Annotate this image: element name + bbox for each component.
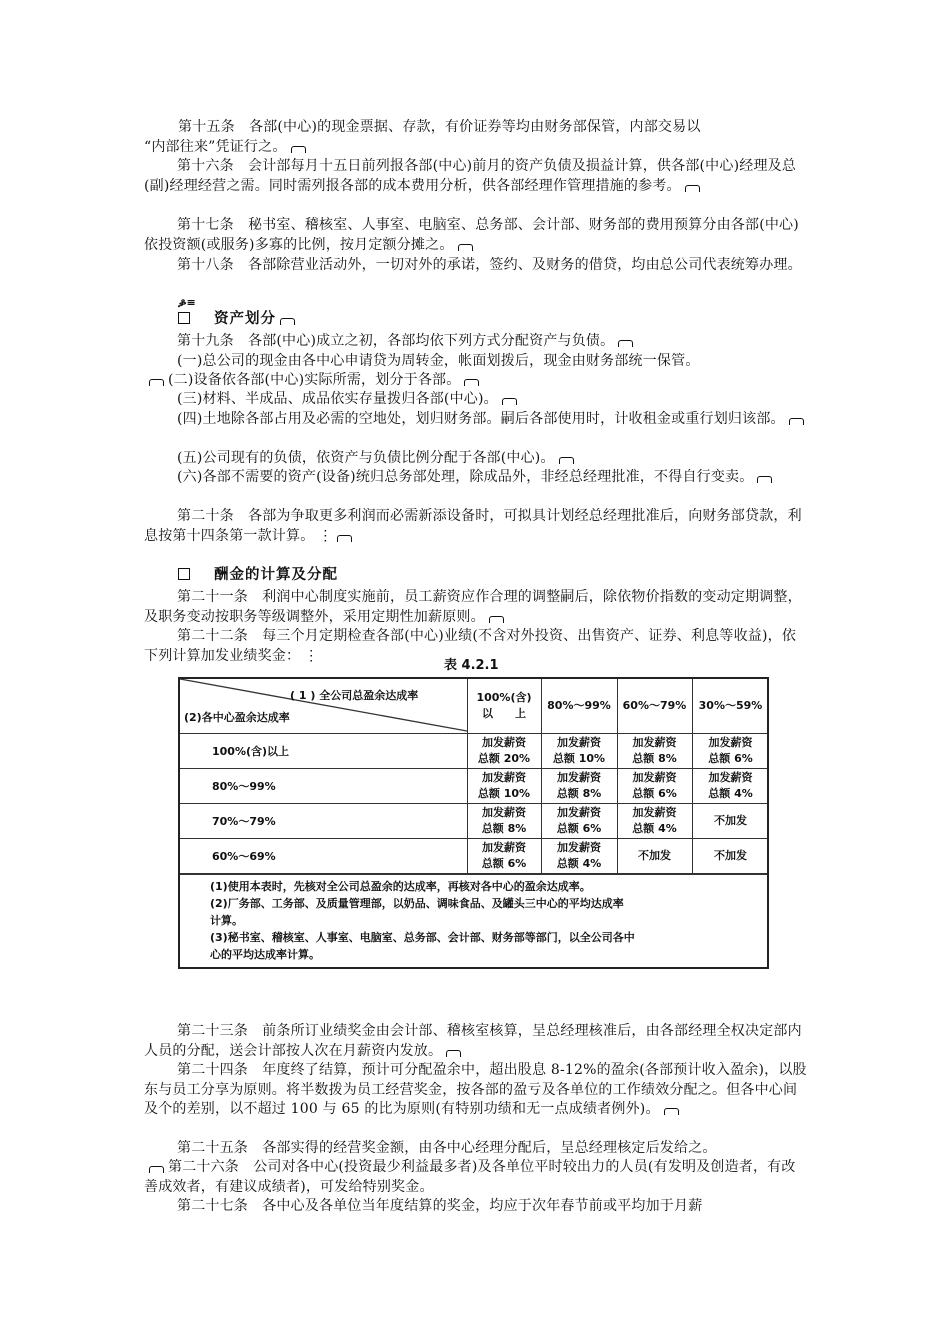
note-line: 心的平均达成率计算。 [210, 948, 320, 961]
table-cell: 不加发 [638, 848, 671, 862]
article-23: 第二十三条 前条所订业绩奖金由会计部、稽核室核算，呈总经理核准后，由各部经理全权决定部内人员的分配，送会计部按人次在月薪资内发放。 [144, 1023, 802, 1059]
section-heading-assets: 资产划分 [178, 309, 295, 329]
row-divider [180, 873, 767, 875]
table-cell: 不加发 [714, 848, 747, 862]
paragraph-mark-icon [149, 1166, 164, 1173]
table-cell: 加发薪资 总额 4% [632, 805, 677, 835]
paragraph-mark-icon [489, 616, 504, 623]
column-header: 60%～79% [622, 699, 687, 712]
paragraph-mark-icon [337, 535, 352, 542]
article-20: 第二十条 各部为争取更多利润而必需新添设备时，可拟具计划经总经理批准后，向财务部贷款，利息按第十四条第一款计算。 ⋮ [144, 508, 802, 544]
paragraph-mark-icon [618, 340, 633, 347]
note-line: 计算。 [210, 914, 243, 927]
article-16: 第十六条 会计部每月十五日前列报各部(中心)前月的资产负债及损益计算，供各部(中心)经理及总(副)经理经营之需。同时需列报各部的成本费用分析，供各部经理作管理措施的参考。 [144, 158, 797, 194]
table-cell: 加发薪资 总额 6% [556, 805, 602, 835]
row-label: 100%(含)以上 [212, 745, 290, 758]
paragraph-mark-icon [280, 318, 295, 325]
table-cell: 加发薪资 总额 4% [556, 840, 602, 870]
table-cell: 加发薪资 总额 6% [632, 770, 677, 800]
paragraph-mark-icon [664, 1108, 679, 1115]
article-19: 第十九条 各部(中心)成立之初，各部均依下列方式分配资产与负债。 [144, 332, 809, 352]
article-21: 第二十一条 利润中心制度实施前，员工薪资应作合理的调整嗣后，除依物价指数的变动定期调整，及职务变动按职务等级调整外，采用定期性加薪原则。 [144, 589, 802, 625]
table-cell: 加发薪资 总额 10% [477, 770, 531, 800]
paragraph-mark-icon [458, 244, 473, 251]
article-24: 第二十四条 年度终了结算，预计可分配盈余中，超出股息 8-12%的盈余(各部预计收入盈余)，以股东与员工分享为原则。将半数拨为员工经营奖金，按各部的盈亏及各单位的工作绩效分配之。但各中心间及个的差别，以不超过 100 与 65 的比为原则(有特别功绩和无一点成绩者例外)。 [144, 1062, 807, 1118]
table-cell: 加发薪资 总额 6% [708, 735, 753, 765]
note-line: (3)秘书室、稽核室、人事室、电脑室、总务部、会计部、财务部等部门，以全公司各中 [210, 931, 635, 944]
column-header: 80%～99% [547, 699, 611, 712]
article-19-item-1: (一)总公司的现金由各中心申请贷为周转金，帐面划拨后，现金由财务部统一保管。 [177, 353, 700, 369]
table-cell: 加发薪资 总额 8% [556, 770, 602, 800]
paragraph-mark-icon [291, 146, 306, 153]
article-25: 第二十五条 各部实得的经营奖金额，由各中心经理分配后，呈总经理核定后发给之。 [177, 1140, 717, 1156]
table-cell: 加发薪资 总额 4% [708, 770, 753, 800]
paragraph-mark-icon [789, 418, 804, 425]
header-center-rate: (2)各中心盈余达成率 [184, 711, 290, 724]
paragraph-mark-icon [446, 1050, 461, 1057]
row-label: 60%～69% [212, 850, 276, 863]
paragraph-mark-icon [685, 185, 700, 192]
table-cell: 加发薪资 总额 10% [552, 735, 606, 765]
table-cell: 加发薪资 总额 6% [481, 840, 527, 870]
article-19-item-2: (二)设备依各部(中心)实际所需，划分于各部。 [144, 371, 809, 391]
article-19-item-4: (四)土地除各部占用及必需的空地处，划归财务部。嗣后各部使用时，计收租金或重行划归该部。 [144, 410, 809, 430]
checkbox-square-icon [178, 312, 190, 324]
checkbox-square-icon [178, 568, 190, 580]
row-label: 70%～79% [212, 815, 276, 828]
header-company-rate: ( 1 ) 全公司总盈余达成率 [290, 689, 419, 702]
note-line: (1)使用本表时，先核对全公司总盈余的达成率，再核对各中心的盈余达成率。 [210, 880, 591, 893]
table-caption: 表 4.2.1 [444, 658, 499, 673]
paragraph-mark-icon [502, 398, 517, 405]
section-heading-compensation: 酬金的计算及分配 [178, 565, 338, 585]
article-27: 第二十七条 各中心及各单位当年度结算的奖金，均应于次年春节前或平均加于月薪 [177, 1198, 703, 1214]
table-cell: 加发薪资 总额 20% [477, 735, 531, 765]
note-line: (2)厂务部、工务部、及质量管理部，以奶品、调味食品、及罐头三中心的平均达成率 [210, 897, 624, 910]
paragraph-mark-icon [757, 476, 772, 483]
table-cell: 加发薪资 总额 8% [632, 735, 677, 765]
article-19-item-5: (五)公司现有的负债，依资产与负债比例分配于各部(中心)。 [144, 449, 809, 469]
table-cell: 加发薪资 总额 8% [481, 805, 527, 835]
bonus-table [178, 677, 769, 969]
row-label: 80%～99% [212, 780, 276, 793]
paragraph-mark-icon [464, 379, 479, 386]
column-header: 30%～59% [698, 699, 763, 712]
table-cell: 不加发 [714, 813, 747, 827]
article-22: 第二十二条 每三个月定期检查各部(中心)业绩(不含对外投资、出售资产、证券、利息等收益)，依下列计算加发业绩奖金： ⋮ [144, 628, 797, 664]
paragraph-mark-icon [559, 457, 574, 464]
table-notes [210, 878, 757, 963]
article-15-line2: “内部往来”凭证行之。 [144, 138, 809, 158]
stray-glyph: ቇ≡ [178, 296, 196, 309]
article-26: 第二十六条 公司对各中心(投资最少利益最多者)及各单位平时较出力的人员(有发明及创造者，有改善成效者，有建议成绩者)，可发给特别奖金。 [144, 1159, 796, 1195]
article-15-line1: 第十五条 各部(中心)的现金票据、存款，有价证券等均由财务部保管，内部交易以 [178, 119, 701, 135]
article-17: 第十七条 秘书室、稽核室、人事室、电脑室、总务部、会计部、财务部的费用预算分由各部(中心)依投资额(或服务)多寡的比例，按月定额分摊之。 [144, 217, 799, 253]
article-19-item-6: (六)各部不需要的资产(设备)统归总务部处理，除成品外，非经总经理批准，不得自行变卖。 [144, 468, 809, 488]
article-19-item-3: (三)材料、半成品、成品依实存量拨归各部(中心)。 [144, 390, 809, 410]
column-header: 100%(含) 以 上 [476, 691, 532, 720]
paragraph-mark-icon [149, 379, 164, 386]
article-18: 第十八条 各部除营业活动外，一切对外的承诺，签约、及财务的借贷，均由总公司代表统筹办理。 [177, 257, 802, 273]
